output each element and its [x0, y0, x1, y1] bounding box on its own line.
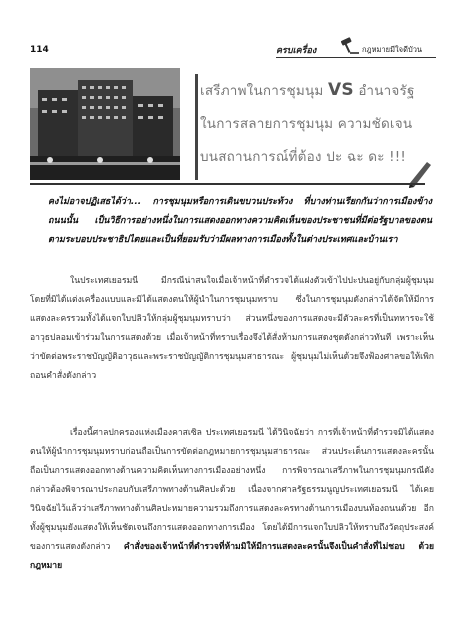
headline-line-3: บนสถานการณ์ที่ต้อง ปะ ฉะ ดะ !!! [200, 149, 407, 165]
header-rule [276, 57, 436, 58]
paragraph-1-text: ในประเทศเยอรมนี มีกรณีน่าสนใจเมื่อเจ้าหน้าที่ตำรวจได้แฝงตัวเข้าไปปะปนอยู่กับกลุ่มผู้ชุมนุมโดยที่มิได้แต่งเครื่องแบบและมิได้แสดงตนให้ผู้นำในการชุมนุมทราบ ซึ่งในการชุมนุมดังกล่าวได้จัดให้มีการแสดงละครรวมทั้งได้แจกใบปลิวให้กลุ่มผู้ชุมนุมทราบว่า ส่วนหนึ่งของการแสดงจะมีตัวละครที่เป็นทหารจะใช้อาวุธปลอมเข้าร่วมในการแสดงด้วย เมื่อเจ้าหน้าที่ทราบเรื่องจึงได้สั่งห้ามการแสดงชุดดังกล่าวทันที เพราะเห็นว่าขัดต่อพระราชบัญญัติอาวุธและพระราชบัญญัติการชุมนุมสาธารณะ ผู้ชุมนุมไม่เห็นด้วยจึงฟ้องศาลขอให้เพิกถอนคำสั่งดังกล่าว [30, 276, 434, 381]
headline-text-right: อำนาจรัฐ [358, 83, 415, 99]
section-divider [30, 183, 425, 185]
lead-paragraph: คงไม่อาจปฏิเสธได้ว่า... การชุมนุมหรือการเดินขบวนประท้วง ที่บางท่านเรียกกันว่าการเมืองข้างถนนนั้น เป็นวิธีการอย่างหนึ่งในการแสดงออกทางความคิดเห็นของประชาชนที่มีต่อรัฐบาลของตนตามระบอบประชาธิปไตยและเป็นที่ยอมรับว่ามีผลทางการเมืองทั้งในต่างประเทศและบ้านเรา [48, 197, 432, 245]
paragraph-2-text: เรื่องนี้ศาลปกครองแห่งเมืองคาสเซิล ประเทศเยอรมนี ได้วินิจฉัยว่า การที่เจ้าหน้าที่ตำรวจมิได้แสดงตนให้ผู้นำการชุมนุมทราบก่อนถือเป็นการขัดต่อกฎหมายการชุมนุมสาธารณะ ส่วนประเด็นการแสดงละครนั้น ถือเป็นการแสดงออกทางด้านความคิดเห็นทางการเมืองอย่างหนึ่ง การพิจารณาเสรีภาพในการชุมนุมกรณีดังกล่าวต้องพิจารณาประกอบกับเสรีภาพทางด้านศิลปะด้วย เนื่องจากศาลรัฐธรรมนูญประเทศเยอรมนี ได้เคยวินิจฉัยไว้แล้วว่าเสรีภาพทางด้านศิลปะหมายความรวมถึงการแสดงละครทางด้านการเมืองบนท้องถนนด้วย อีกทั้งผู้ชุมนุมยังแสดงให้เห็นชัดเจนถึงการแสดงออกทางการเมือง โดยได้มีการแจกใบปลิวให้ทราบถึงวัตถุประสงค์ของการแสดงดังกล่าว [30, 428, 434, 552]
paragraph-2-conclusion: คำสั่งของเจ้าหน้าที่ตำรวจที่ห้ามมิให้มีการแสดงละครนั้นจึงเป็นคำสั่งที่ไม่ชอบ ด้วยกฎหมาย [30, 542, 434, 571]
body-paragraph-1 [30, 272, 434, 386]
page-number: 114 [30, 45, 49, 55]
gavel-icon [338, 36, 360, 56]
headline-text-left: เสรีภาพในการชุมนุม [200, 83, 324, 99]
header-brand: ครบเครื่อง [276, 46, 317, 56]
headline [200, 74, 440, 174]
pen-icon [405, 160, 433, 190]
headline-vs: VS [328, 80, 354, 100]
headline-accent-bar [195, 74, 198, 180]
body-paragraph-2 [30, 424, 434, 576]
headline-line-1 [200, 74, 440, 108]
header-subtitle: กฎหมายมีใจดีบัวน [362, 45, 423, 54]
running-header [276, 43, 436, 57]
headline-line-2: ในการสลายการชุมนุม ความชัดเจน [200, 116, 413, 132]
city-building-photo [30, 68, 180, 180]
